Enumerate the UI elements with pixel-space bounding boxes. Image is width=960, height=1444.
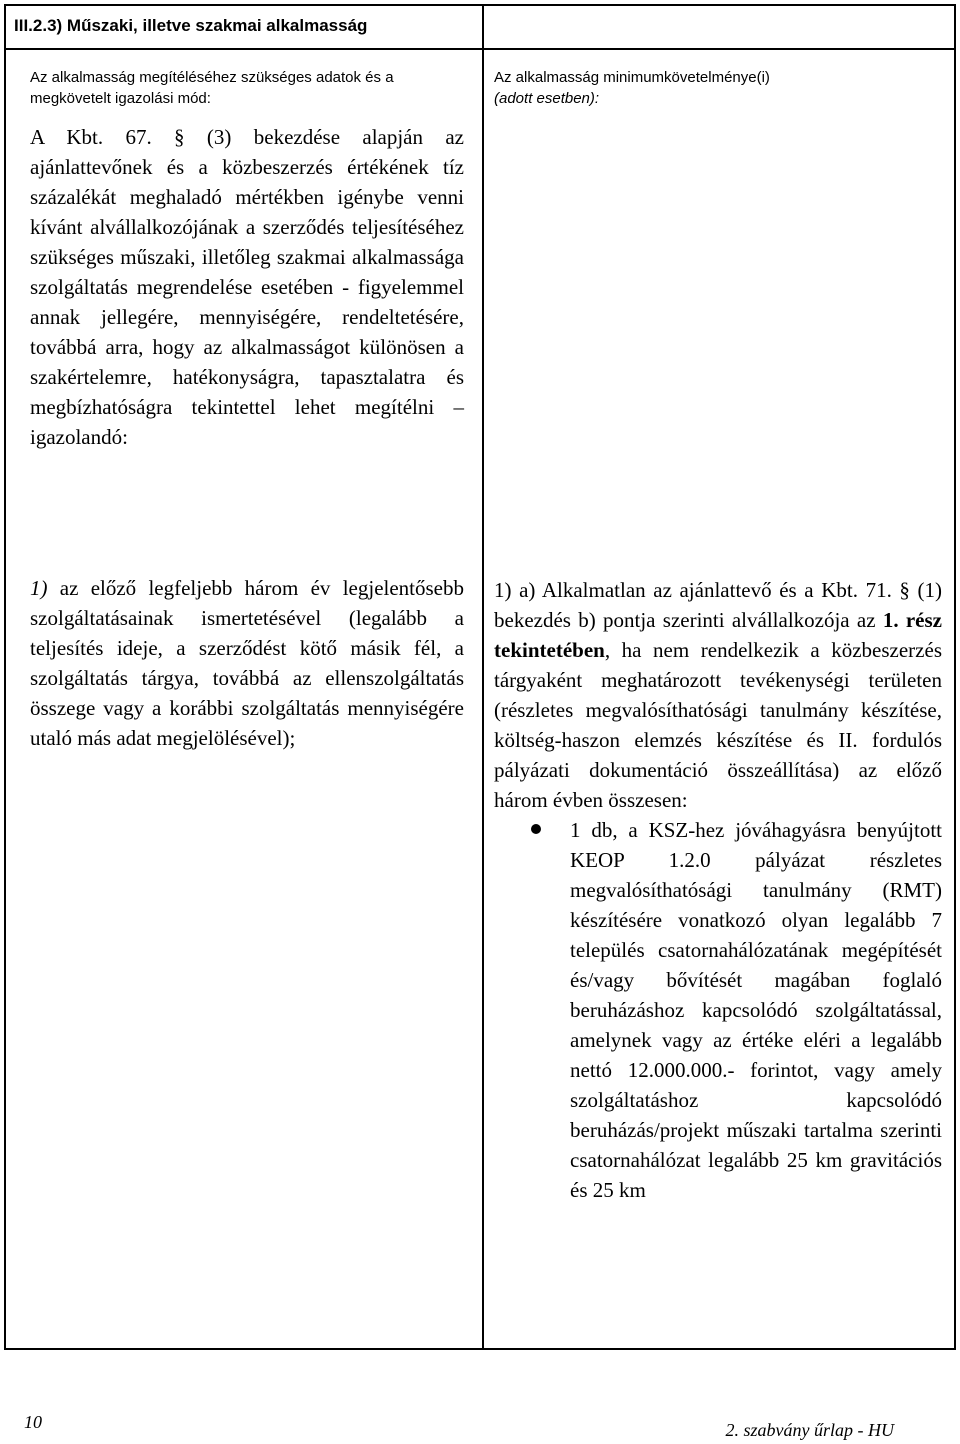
left-item-1-number: 1) — [30, 576, 48, 600]
header-empty-cell — [482, 6, 954, 48]
right-column — [494, 50, 942, 1202]
form-name: 2. szabvány űrlap - HU — [725, 1420, 894, 1440]
right-requirements-block — [494, 575, 942, 1205]
section-header-row — [6, 6, 954, 50]
column-divider — [482, 50, 484, 1348]
requirement-text-part2: , ha nem rendelkezik a közbeszerzés tárgyaként meghatározott tevékenységi területen (részletes megvalósíthatósági tanulmány készítése, költség-haszon elemzés készítése és II. fordulós pályázati dokumentáció összeállítása) az előző három évben összesen: — [494, 638, 942, 812]
requirement-bold-part: 1. rész tekintetében — [494, 608, 942, 662]
left-item-1 — [30, 573, 464, 753]
section-title: III.2.3) Műszaki, illetve szakmai alkalmasság — [14, 16, 368, 35]
page-number: 10 — [24, 1412, 42, 1432]
right-heading-line1: Az alkalmasság minimumkövetelménye(i) — [494, 69, 770, 86]
requirement-text-part1: 1) a) Alkalmatlan az ajánlattevő és a Kbt. 71. § (1) bekezdés b) pontja szerinti alvállalkozója az — [494, 578, 942, 632]
requirements-table — [4, 4, 956, 1350]
list-item — [494, 815, 942, 1205]
bullet-1-text: 1 db, a KSZ-hez jóváhagyásra benyújtott KEOP 1.2.0 pályázat részletes megvalósíthatósági tanulmány (RMT) készítésére vonatkozó olyan legalább 7 település csatornahálózatának megépítését és/vagy bővítését magában foglaló beruházáshoz kapcsolódó szolgáltatással, amelynek vagy az értéke eléri a legalább nettó 12.000.000.- forintot, vagy amely szolgáltatáshoz kapcsolódó beruházás/projekt műszaki tartalma szerinti csatornahálózat legalább 25 km gravitációs és 25 km — [570, 818, 942, 1202]
right-requirement-paragraph — [494, 575, 942, 815]
left-item-1-paragraph — [30, 573, 464, 753]
left-heading-line1: Az alkalmasság megítéléséhez szükséges adatok és a — [30, 69, 394, 86]
left-column — [30, 50, 465, 750]
left-heading-line2: megkövetelt igazolási mód: — [30, 90, 211, 107]
right-heading-line2: (adott esetben): — [494, 90, 600, 107]
bullet-dot-icon — [531, 824, 541, 834]
left-column-heading — [30, 67, 464, 109]
left-intro-paragraph: A Kbt. 67. § (3) bekezdése alapján az ajánlattevőnek és a közbeszerzés értékének tíz százalékát meghaladó mértékben igénybe venni kívánt alvállalkozójának a szerződés teljesítéséhez szükséges műszaki, illetőleg szakmai alkalmassága szolgáltatás megrendelése esetében - figyelemmel annak jellegére, mennyiségére, rendeltetésére, továbbá arra, hogy az alkalmasságot különösen a szakértelemre, hatékonyságra, tapasztalatra és megbízhatóságra tekintettel lehet megítélni – igazolandó: — [30, 125, 464, 449]
left-intro-block — [30, 122, 464, 452]
right-column-heading — [494, 67, 942, 109]
left-item-1-text: az előző legfeljebb három év legjelentősebb szolgáltatásainak ismertetésével (legalább a teljesítés ideje, a szerződést kötő másik fél, a szolgáltatás tárgya, továbbá az ellenszolgáltatás összege vagy a korábbi szolgáltatás mennyiségére utaló más adat megjelölésével); — [30, 576, 465, 750]
requirement-bullet-list — [494, 815, 942, 1205]
